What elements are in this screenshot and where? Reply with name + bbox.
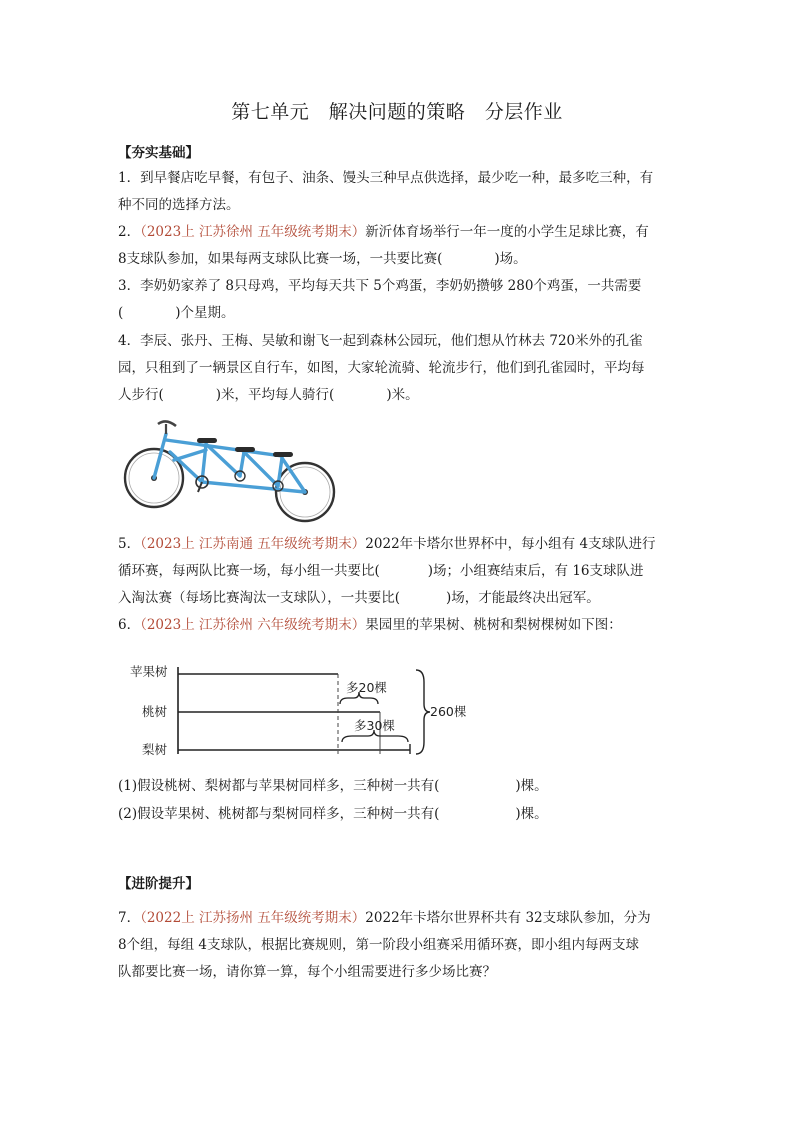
q6-source: （2023上 江苏徐州 六年级统考期末） — [140, 617, 366, 633]
q7-line-1 — [118, 908, 651, 928]
q7-number: 7． — [118, 910, 141, 926]
q2-source: （2023上 江苏徐州 五年级统考期末） — [140, 224, 366, 240]
q6-sub-2 — [118, 804, 548, 824]
q3-line-1: 3．李奶奶家养了 8只母鸡，平均每天共下 5个鸡蛋，李奶奶攒够 280个鸡蛋，一共需要 — [118, 278, 642, 294]
q5-source: （2023上 江苏南通 五年级统考期末） — [140, 536, 366, 552]
q4-text-c: )米。 — [386, 387, 419, 403]
q3-line-2 — [118, 303, 235, 323]
q4-text-a: 人步行( — [118, 387, 164, 403]
q5-text-c: 入淘汰赛（每场比赛淘汰一支球队），一共要比( — [118, 590, 401, 606]
q2-line-2 — [118, 249, 527, 269]
q6-sub1-text-a: (1)假设桃树、梨树都与苹果树同样多，三种树一共有( — [118, 778, 440, 794]
q5-line-2 — [118, 561, 644, 581]
q2-text-before-blank: 8支球队参加，如果每两支球队比赛一场，一共要比赛( — [118, 251, 443, 267]
q7-line-3: 队都要比赛一场，请你算一算，每个小组需要进行多少场比赛？ — [118, 964, 496, 980]
q6-line-1 — [118, 615, 622, 635]
q2-line-1 — [118, 222, 649, 242]
total-label: 260棵 — [430, 704, 467, 719]
q7-line-2: 8个组，每组 4支球队，根据比赛规则，第一阶段小组赛采用循环赛，即小组内每两支球 — [118, 937, 639, 953]
q7-source: （2022上 江苏扬州 五年级统考期末） — [140, 910, 366, 926]
q5-text-d: )场，才能最终决出冠军。 — [446, 590, 600, 606]
section-advanced-heading: 【进阶提升】 — [118, 876, 199, 892]
tandem-bicycle-icon — [122, 416, 338, 524]
label-peach: 桃树 — [142, 704, 168, 719]
tree-line-diagram — [128, 658, 473, 764]
q2-number: 2． — [118, 224, 141, 240]
q6-sub2-text-b: )棵。 — [515, 806, 548, 822]
q4-line-2: 园，只租到了一辆景区自行车，如图，大家轮流骑、轮流步行，他们到孔雀园时，平均每 — [118, 360, 645, 376]
q4-line-3 — [118, 385, 419, 405]
q5-text-a: 循环赛，每两队比赛一场，每小组一共要比( — [118, 563, 380, 579]
q2-text-after-blank: )场。 — [494, 251, 527, 267]
q5-text: 2022年卡塔尔世界杯中，每小组有 4支球队进行 — [365, 536, 656, 552]
q4-line-1: 4．李辰、张丹、王梅、吴敏和谢飞一起到森林公园玩，他们想从竹林去 720米外的孔雀 — [118, 333, 643, 349]
q1-line-1: 1．到早餐店吃早餐，有包子、油条、馒头三种早点供选择，最少吃一种，最多吃三种，有 — [118, 170, 654, 186]
more-30-label: 多30棵 — [354, 718, 395, 733]
section-basic-heading: 【夯实基础】 — [118, 145, 199, 161]
q6-sub1-text-b: )棵。 — [515, 778, 548, 794]
q3-text-before-blank: ( — [118, 305, 124, 321]
label-apple: 苹果树 — [130, 664, 168, 679]
q6-number: 6． — [118, 617, 141, 633]
q5-line-3 — [118, 588, 600, 608]
q6-sub-1 — [118, 776, 548, 796]
more-20-label: 多20棵 — [346, 680, 387, 695]
label-pear: 梨树 — [142, 742, 168, 757]
q7-text: 2022年卡塔尔世界杯共有 32支球队参加，分为 — [365, 910, 651, 926]
q6-text: 果园里的苹果树、桃树和梨树棵树如下图： — [365, 617, 622, 633]
q6-sub2-text-a: (2)假设苹果树、桃树都与梨树同样多，三种树一共有( — [118, 806, 440, 822]
total-brace — [416, 670, 430, 754]
q4-text-b: )米，平均每人骑行( — [215, 387, 335, 403]
q5-number: 5． — [118, 536, 141, 552]
q5-line-1 — [118, 534, 656, 554]
q5-text-b: )场；小组赛结束后，有 16支球队进 — [427, 563, 644, 579]
page-title: 第七单元 解决问题的策略 分层作业 — [231, 101, 563, 123]
q3-text-after-blank: )个星期。 — [175, 305, 235, 321]
q1-line-2: 种不同的选择方法。 — [118, 197, 240, 213]
q2-text: 新沂体育场举行一年一度的小学生足球比赛，有 — [365, 224, 649, 240]
